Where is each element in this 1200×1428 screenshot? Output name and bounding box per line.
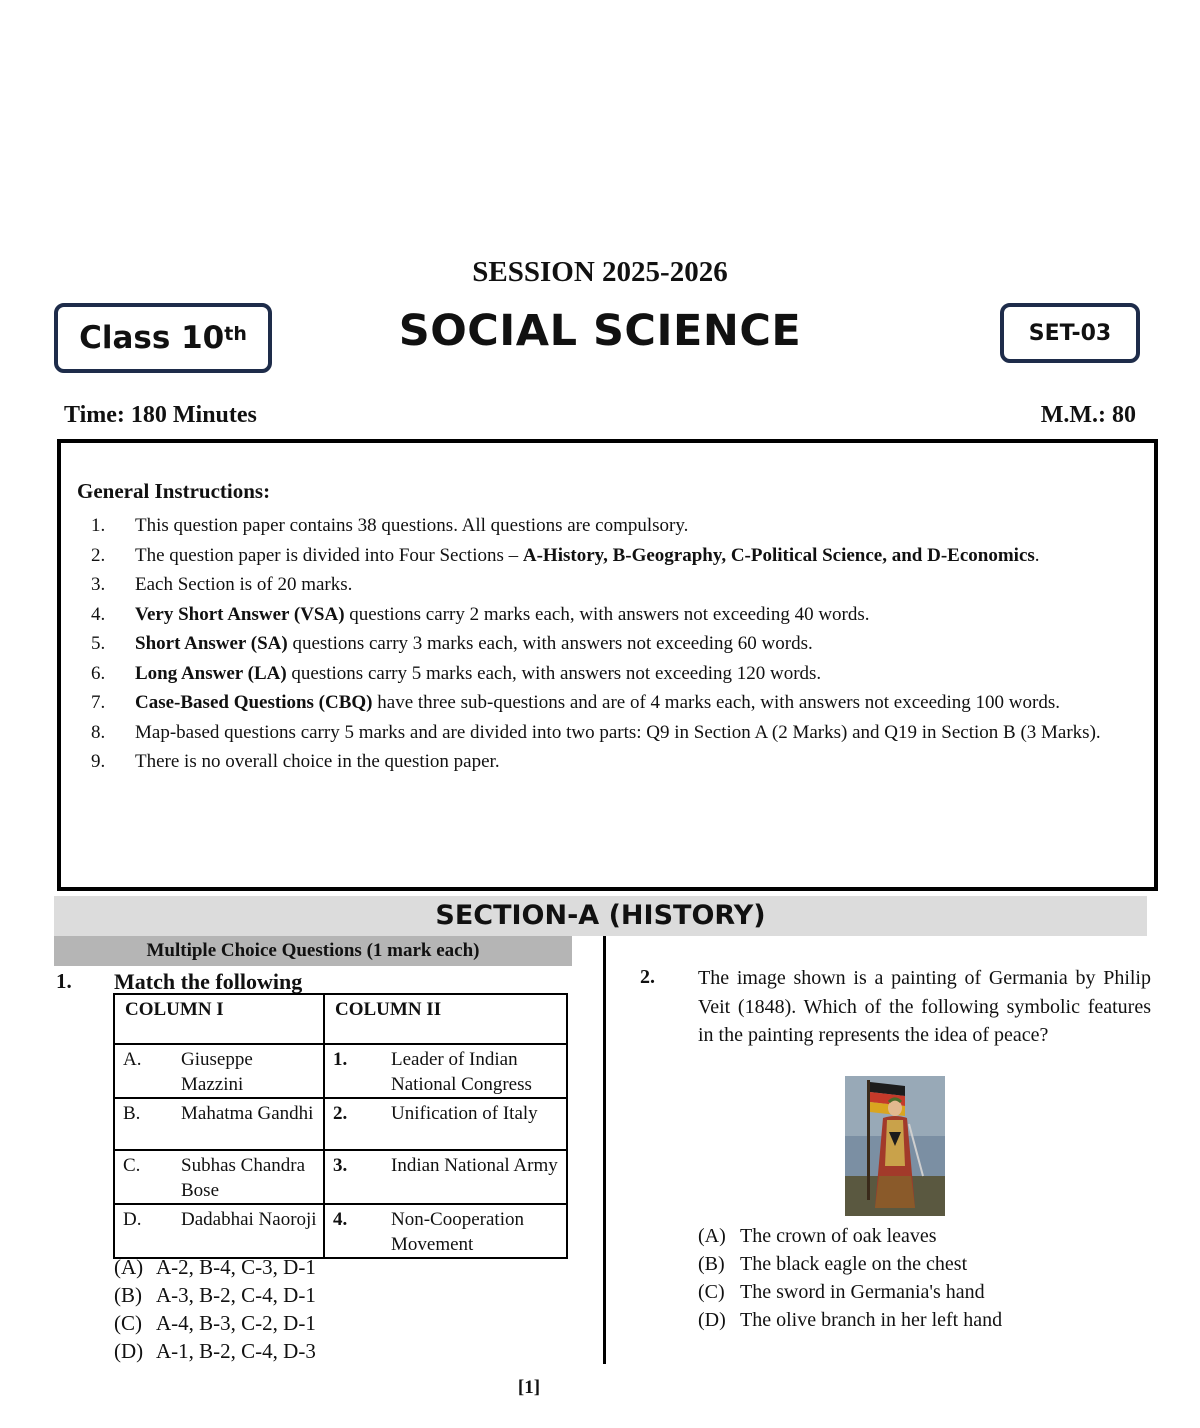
left-key: A. xyxy=(123,1049,142,1070)
option-text: A-2, B-4, C-3, D-1 xyxy=(156,1255,316,1279)
instruction-text-end: questions carry 2 marks each, with answers not exceeding 40 words. xyxy=(344,603,870,625)
option-text: A-4, B-3, C-2, D-1 xyxy=(156,1311,316,1335)
session-title: SESSION 2025-2026 xyxy=(472,256,728,288)
left-cell xyxy=(114,1044,324,1098)
right-value: Non-Cooperation Movement xyxy=(391,1209,524,1255)
instruction-item xyxy=(77,511,1136,541)
instruction-item xyxy=(77,688,1136,718)
instruction-text: There is no overall choice in the question paper. xyxy=(135,751,500,772)
instruction-text xyxy=(135,600,1136,630)
right-value: Unification of Italy xyxy=(391,1103,538,1124)
left-cell xyxy=(114,1204,324,1258)
mcq-label-bar: Multiple Choice Questions (1 mark each) xyxy=(54,936,572,966)
section-a-header: SECTION-A (HISTORY) xyxy=(54,896,1147,936)
left-key: D. xyxy=(123,1209,142,1230)
right-key: 4. xyxy=(333,1209,348,1230)
set-label: SET-03 xyxy=(1028,320,1112,346)
instruction-text-end: questions carry 3 marks each, with answers not exceeding 60 words. xyxy=(287,633,813,654)
instruction-item xyxy=(77,629,1136,659)
instructions-list xyxy=(77,511,1136,777)
germania-painting-image xyxy=(845,1076,945,1216)
instruction-item xyxy=(77,570,1136,600)
right-key: 1. xyxy=(333,1049,348,1070)
q2-option-b xyxy=(698,1250,1002,1278)
match-table-header xyxy=(114,994,567,1044)
instruction-number: 9. xyxy=(91,751,106,772)
instruction-number: 1. xyxy=(91,515,106,536)
instruction-number: 3. xyxy=(91,574,106,595)
q2-options xyxy=(698,1222,1002,1334)
instruction-text-end: questions carry 5 marks each, with answers not exceeding 120 words. xyxy=(286,662,822,684)
q2-option-d xyxy=(698,1306,1002,1334)
instruction-text-bold: Very Short Answer (VSA) xyxy=(135,603,345,625)
instruction-text xyxy=(135,541,1136,571)
max-marks-label: M.M.: 80 xyxy=(1040,402,1136,428)
instruction-item xyxy=(77,718,1136,748)
table-row xyxy=(114,1204,567,1258)
class-label: Class 10 xyxy=(79,320,225,356)
instruction-item xyxy=(77,600,1136,630)
q2-option-c xyxy=(698,1278,1002,1306)
instruction-text xyxy=(135,688,1136,718)
option-key: (A) xyxy=(698,1225,726,1247)
time-label: Time: 180 Minutes xyxy=(64,402,257,428)
column-divider xyxy=(603,936,606,1364)
left-value: Giuseppe Mazzini xyxy=(181,1049,253,1095)
set-badge xyxy=(1000,303,1140,363)
instruction-text-bold: Long Answer (LA) xyxy=(135,662,287,684)
left-cell xyxy=(114,1150,324,1204)
q2-option-a xyxy=(698,1222,1002,1250)
class-badge xyxy=(54,303,272,373)
q1-text: Match the following xyxy=(114,969,303,994)
instruction-text: Each Section is of 20 marks. xyxy=(135,574,353,595)
option-key: (D) xyxy=(698,1309,726,1331)
instruction-number: 7. xyxy=(91,692,106,713)
option-text: The black eagle on the chest xyxy=(740,1253,968,1275)
q2-text: The image shown is a painting of Germania by Philip Veit (1848). Which of the following symbolic features in the painting represents the idea of peace? xyxy=(698,967,1151,1046)
right-value: Leader of Indian National Congress xyxy=(391,1049,532,1095)
instruction-number: 8. xyxy=(91,721,106,743)
q1-option-d xyxy=(114,1337,316,1365)
page-number: [1] xyxy=(517,1377,541,1398)
left-key: C. xyxy=(123,1155,141,1176)
instruction-text-end: have three sub-questions and are of 4 marks each, with answers not exceeding 100 words. xyxy=(372,692,1061,713)
instruction-text xyxy=(135,659,1136,689)
column-2-header: COLUMN II xyxy=(324,994,567,1044)
right-cell xyxy=(324,1204,567,1258)
option-text: A-3, B-2, C-4, D-1 xyxy=(156,1283,316,1307)
option-key: (A) xyxy=(114,1255,144,1279)
left-value: Subhas Chandra Bose xyxy=(181,1155,306,1201)
instruction-number: 2. xyxy=(91,544,106,566)
q1-option-a xyxy=(114,1253,316,1281)
q1-option-c xyxy=(114,1309,316,1337)
right-cell xyxy=(324,1150,567,1204)
option-key: (B) xyxy=(698,1253,725,1275)
right-value: Indian National Army xyxy=(391,1155,558,1176)
left-key: B. xyxy=(123,1103,141,1124)
table-row xyxy=(114,1150,567,1204)
option-key: (C) xyxy=(698,1281,725,1303)
subject-title: SOCIAL SCIENCE xyxy=(398,306,802,356)
instruction-text xyxy=(135,629,1136,659)
instruction-text-end: . xyxy=(1034,544,1040,566)
table-row xyxy=(114,1098,567,1150)
option-text: The olive branch in her left hand xyxy=(740,1309,1003,1331)
option-text: The crown of oak leaves xyxy=(740,1225,937,1247)
instruction-number: 5. xyxy=(91,633,106,654)
option-text: The sword in Germania's hand xyxy=(740,1281,985,1303)
table-row xyxy=(114,1044,567,1098)
instruction-text: Map-based questions carry 5 marks and are divided into two parts: Q9 in Section A (2 Marks) and Q19 in Section B (3 Marks). xyxy=(135,721,1101,743)
instruction-text-bold: Short Answer (SA) xyxy=(135,633,288,654)
instruction-number: 4. xyxy=(91,603,106,625)
left-cell xyxy=(114,1098,324,1150)
instruction-item xyxy=(77,541,1136,571)
q1-option-b xyxy=(114,1281,316,1309)
q1-number: 1. xyxy=(56,969,72,993)
instruction-text: This question paper contains 38 questions. All questions are compulsory. xyxy=(135,515,689,536)
right-key: 3. xyxy=(333,1155,348,1176)
instruction-text-bold: Case-Based Questions (CBQ) xyxy=(135,692,373,713)
option-text: A-1, B-2, C-4, D-3 xyxy=(156,1339,316,1363)
q2-number: 2. xyxy=(640,966,655,988)
left-value: Dadabhai Naoroji xyxy=(181,1209,317,1230)
match-table xyxy=(113,993,568,1259)
right-cell xyxy=(324,1044,567,1098)
option-key: (C) xyxy=(114,1311,142,1335)
instruction-item xyxy=(77,659,1136,689)
option-key: (B) xyxy=(114,1283,142,1307)
class-suffix: th xyxy=(224,323,247,345)
q1-options xyxy=(114,1253,316,1365)
instruction-text-bold: A-History, B-Geography, C-Political Science, and D-Economics xyxy=(522,544,1035,566)
right-key: 2. xyxy=(333,1103,348,1124)
right-cell xyxy=(324,1098,567,1150)
option-key: (D) xyxy=(114,1339,144,1363)
instruction-item xyxy=(77,747,1136,777)
general-instructions-box xyxy=(57,439,1158,891)
instruction-text-plain: The question paper is divided into Four Sections – xyxy=(135,544,523,566)
instructions-title: General Instructions: xyxy=(77,479,271,503)
instruction-number: 6. xyxy=(91,662,106,684)
column-1-header: COLUMN I xyxy=(114,994,324,1044)
left-value: Mahatma Gandhi xyxy=(181,1103,314,1124)
